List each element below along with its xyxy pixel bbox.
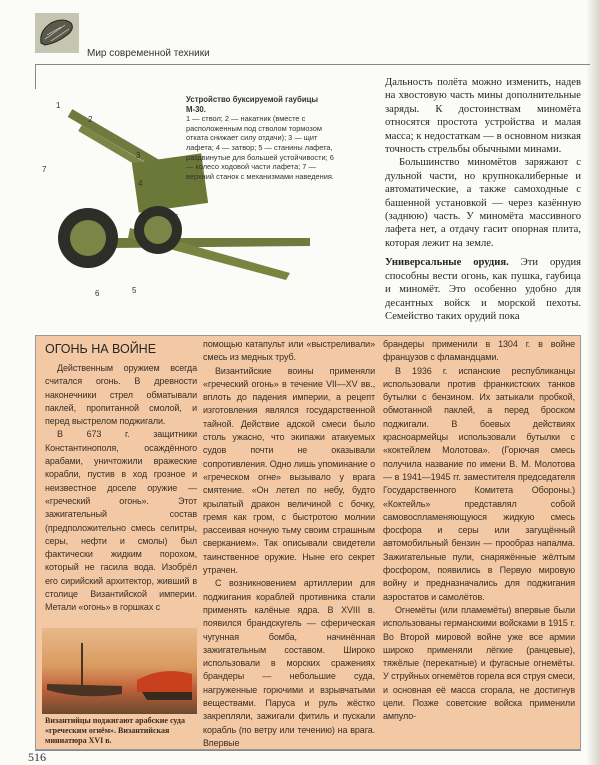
sidebar-column-2 [203,338,375,750]
section-emblem-icon [35,13,79,53]
paragraph: брандеры применили в 1304 г. в войне французов с фламандцами. [383,339,575,363]
figure-label: 5 [132,286,137,295]
running-header: Мир современной техники [87,48,210,59]
paragraph: В 673 г. защитники Константинополя, осаждённого арабами, уничтожили вражеские корабли, пустив в ход грозное и неизвестное доселе оружие — «греческий огонь». Этот зажигательный состав (предположительно смесь селитры, серы, нефти и смолы) был фактически жидким порохом, который не гасила вода. Изобрёл его сирийский архитектор, живший в столице Византийской империи. Метали «огонь» в горшках с [45,429,197,613]
bottom-rule [35,750,581,751]
byzantine-miniature-image [42,628,197,714]
paragraph: помощью катапульт или «выстреливали» смесь из медных труб. [203,339,375,363]
figure-label: 6 [95,289,100,298]
paragraph: Огнемёты (или пламемёты) впервые были использованы германскими войсками в 1915 г. Во Второй мировой войне уже все армии широко применяли лёгкие (ранцевые), тяжёлые (перекатные) и фугасные огнемёты. У струйных огнемётов горела вся струя смеси, и основная её масса сгорала, не достигнув цели. Позже советские войска применили ампуло- [383,604,575,722]
margin-rule [35,64,36,89]
sidebar-title: ОГОНЬ НА ВОЙНЕ [45,342,157,356]
image-caption: Византийцы поджигают арабские суда «греческим огнём». Византийская миниатюра XVI в. [45,716,185,745]
paragraph [385,256,581,323]
figure-caption [186,95,336,181]
page-edge-shadow [586,0,600,765]
header-rule [35,64,590,65]
page-number: 516 [28,750,46,764]
paragraph: Действенным оружием всегда считался огонь. В древности наконечники стрел обматывали паклей, пропитанной смолой, и перед выстрелом поджигали. [45,363,197,427]
figure-label: 3 [136,151,141,160]
paragraph: С возникновением артиллерии для поджигания кораблей противника стали применять калёные ядра. В XVIII в. появился брандскугель — сферическая чугунная бомба, начинённая зажигательным составом. Широко использовали в морских сражениях брандеры — небольшие суда, нагруженные горючими и взрывчатыми веществами. Паруса и руль жёстко закрепляли, зажигали фитиль и пускали корабль (по ветру или течению) на врага. Впервые [203,578,375,748]
figure-label: 1 [56,101,61,110]
paragraph: Дальность полёта можно изменить, надев на хвостовую часть мины дополнительные заряды. К достоинствам миномёта относятся простота устройства и малая масса; к недостаткам — в основном низкая точность стрельбы обычными минами. [385,77,581,156]
figure-label: 4 [138,179,143,188]
paragraph: В 1936 г. испанские республиканцы использовали против франкистских танков бутылки с бензином. Их затыкали пробкой, обмотанной паклей, а перед броском поджигали. В боевых действиях красноармейцы использовали бутылки с «коктейлем Молотова». (Горючая смесь получила название по имени В. М. Молотова — в 1941—1945 гг. заместителя председателя Государственного Комитета Обороны.) «Коктейль» представлял собой самовоспламеняющуюся жидкую смесь фосфора и серы или загущённый автомобильный бензин — прообраз напалма. Зажигательные пули, снаряжённые жёлтым фосфором, появились в Первую мировую войну и предназначались для поджигания аэростатов и самолётов. [383,365,575,602]
figure-label: 7 [42,165,47,174]
figure-label: 2 [88,115,93,124]
paragraph-text: Эти орудия способны вести огонь, как пушка, гаубица и миномёт. Это особенно удобно для десантных войск и морской пехоты. Семейство таких орудий пока [385,257,581,322]
paragraph: Большинство миномётов заряжают с дульной части, но крупнокалиберные и автоматические, а также самоходные с башенной установкой — через казённую (заднюю) часть. У миномёта массивного лафета нет, а отдачу гасит опорная плита, которая лежит на земле. [385,157,581,249]
sidebar-column-3 [383,338,575,724]
main-text-column [385,76,581,323]
figure-label: 5 [174,213,179,222]
figure-caption-text: 1 — ствол; 2 — накатник (вместе с расположенным под стволом тормозом отката снижает силу отдачи); 3 — щит лафета; 4 — затвор; 5 — станины лафета, раздвинутые для большей устойчивости; 6 — колесо ходовой части лафета; 7 — верхний станок с механизмами наведения. [186,114,334,181]
figure-caption-title: Устройство буксируемой гаубицы М-30. [186,95,319,114]
paragraph: Византийские воины применяли «греческий огонь» в течение VII—XV вв., вплоть до падения империи, а рецепт изготовления являлся государственной тайной. Действие адской смеси было столь ужасно, что экипажи атакуемых судов почти не оказывали сопротивления. Одно лишь упоминание о «греческом огне» вызывало у врага смятение. «Он летел по небу, будто крылатый дракон величиной с бочку, гремя как гром, с быстротою молнии рассеивая ночную тьму своим страшным сверканием». Так описывали свидетели таинственное оружие. Ныне его секрет утрачен. [203,365,375,576]
sidebar-column-1 [45,362,197,615]
subheading: Универсальные орудия. [385,257,509,269]
